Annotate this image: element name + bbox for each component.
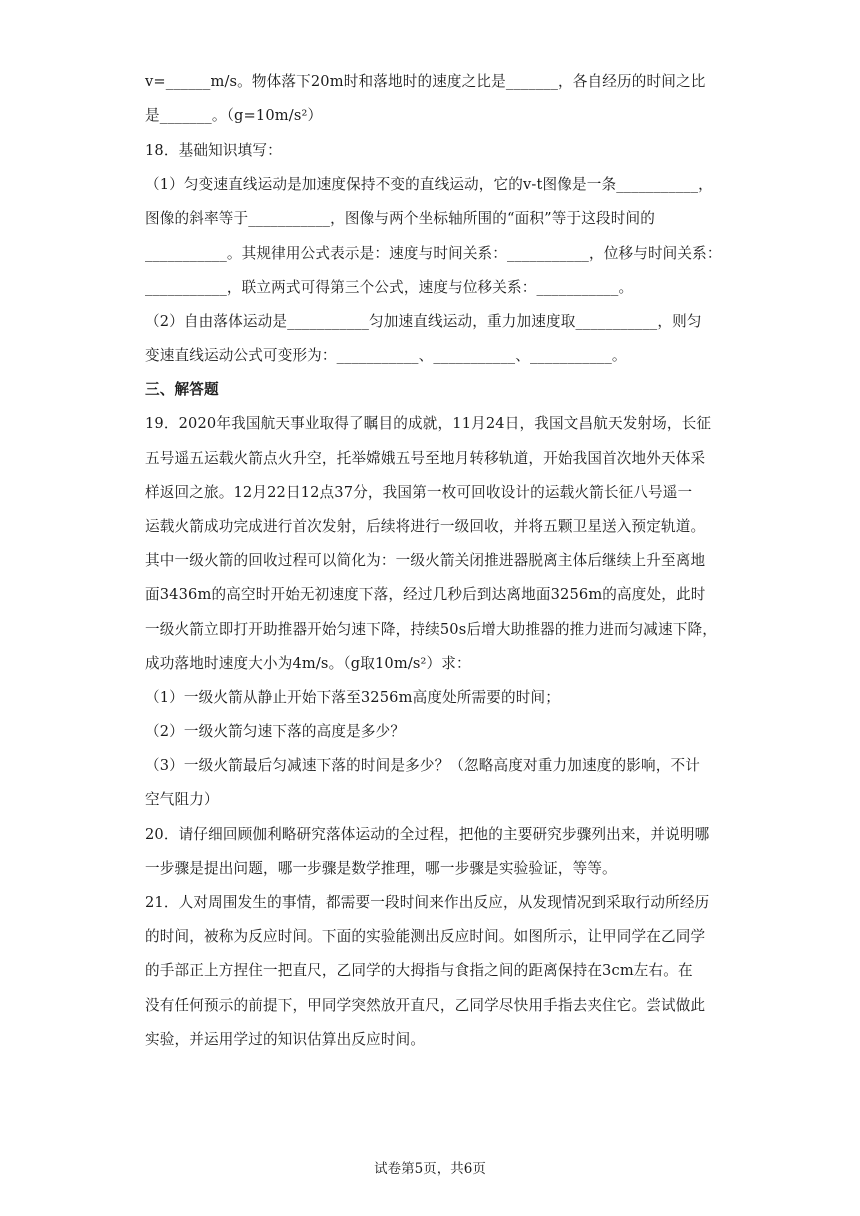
question-20-text: 20．请仔细回顾伽利略研究落体运动的全过程，把他的主要研究步骤列出来，并说明哪 [145,826,710,843]
text-line: 其中一级火箭的回收过程可以简化为：一级火箭关闭推进器脱离主体后继续上升至离地 [145,552,706,569]
text-line: 空气阻力） [145,791,219,808]
text-line: 面3436m的高空时开始无初速度下落，经过几秒后到达离地面3256m的高度处，此时 [145,586,706,603]
text-line: 运载火箭成功完成进行首次发射，后续将进行一级回收，并将五颗卫星送入预定轨道。 [145,518,706,535]
text-line: 的手部正上方捏住一把直尺，乙同学的大拇指与食指之间的距离保持在3cm左右。在 [145,962,693,979]
text-line: 的时间，被称为反应时间。下面的实验能测出反应时间。如图所示，让甲同学在乙同学 [145,928,706,945]
sub-question: （2）一级火箭匀速下落的高度是多少？ [145,723,406,740]
sub-question: （3）一级火箭最后匀减速下落的时间是多少？（忽略高度对重力加速度的影响，不计 [145,757,700,774]
text-line: v=______m/s。物体落下20m时和落地时的速度之比是_______，各自经历的时间之比 [145,73,706,90]
text-line: 图像的斜率等于___________，图像与两个坐标轴所围的“面积”等于这段时间的 [145,210,655,227]
page-footer: 试卷第5页，共6页 [374,1161,486,1177]
text-line: 成功落地时速度大小为4m/s。（g取10m/s²）求： [145,655,471,672]
question-19-text: 19．2020年我国航天事业取得了瞩目的成就，11月24日，我国文昌航天发射场，长征 [145,415,712,432]
question-21-text: 21．人对周围发生的事情，都需要一段时间来作出反应，从发现情况到采取行动所经历 [145,894,710,911]
text-line: 没有任何预示的前提下，甲同学突然放开直尺，乙同学尽快用手指去夹住它。尝试做此 [145,997,706,1014]
text-line: 一步骤是提出问题，哪一步骤是数学推理，哪一步骤是实验验证，等等。 [145,860,617,877]
text-line: 变速直线运动公式可变形为：___________、___________、___________。 [145,347,627,364]
text-line: 实验，并运用学过的知识估算出反应时间。 [145,1031,426,1048]
text-line: （1）匀变速直线运动是加速度保持不变的直线运动，它的v-t图像是一条___________， [145,176,713,193]
text-line: ___________。其规律用公式表示是：速度与时间关系：___________，位移与时间关系： [145,245,722,262]
text-line: 五号遥五运载火箭点火升空，托举嫦娥五号至地月转移轨道，开始我国首次地外天体采 [145,450,706,467]
text-line: 是_______。（g=10m/s²） [145,107,323,124]
question-18-heading: 18．基础知识填写： [145,142,282,159]
section-heading: 三、解答题 [145,381,219,398]
text-line: （2）自由落体运动是___________匀加速直线运动，重力加速度取___________，则匀 [145,313,702,330]
text-line: 一级火箭立即打开助推器开始匀速下降，持续50s后增大助推器的推力进而匀减速下降， [145,621,718,638]
text-line: ___________，联立两式可得第三个公式，速度与位移关系：___________。 [145,279,634,296]
text-line: 样返回之旅。12月22日12点37分，我国第一枚可回收设计的运载火箭长征八号遥一 [145,484,693,501]
sub-question: （1）一级火箭从静止开始下落至3256m高度处所需要的时间； [145,689,561,706]
